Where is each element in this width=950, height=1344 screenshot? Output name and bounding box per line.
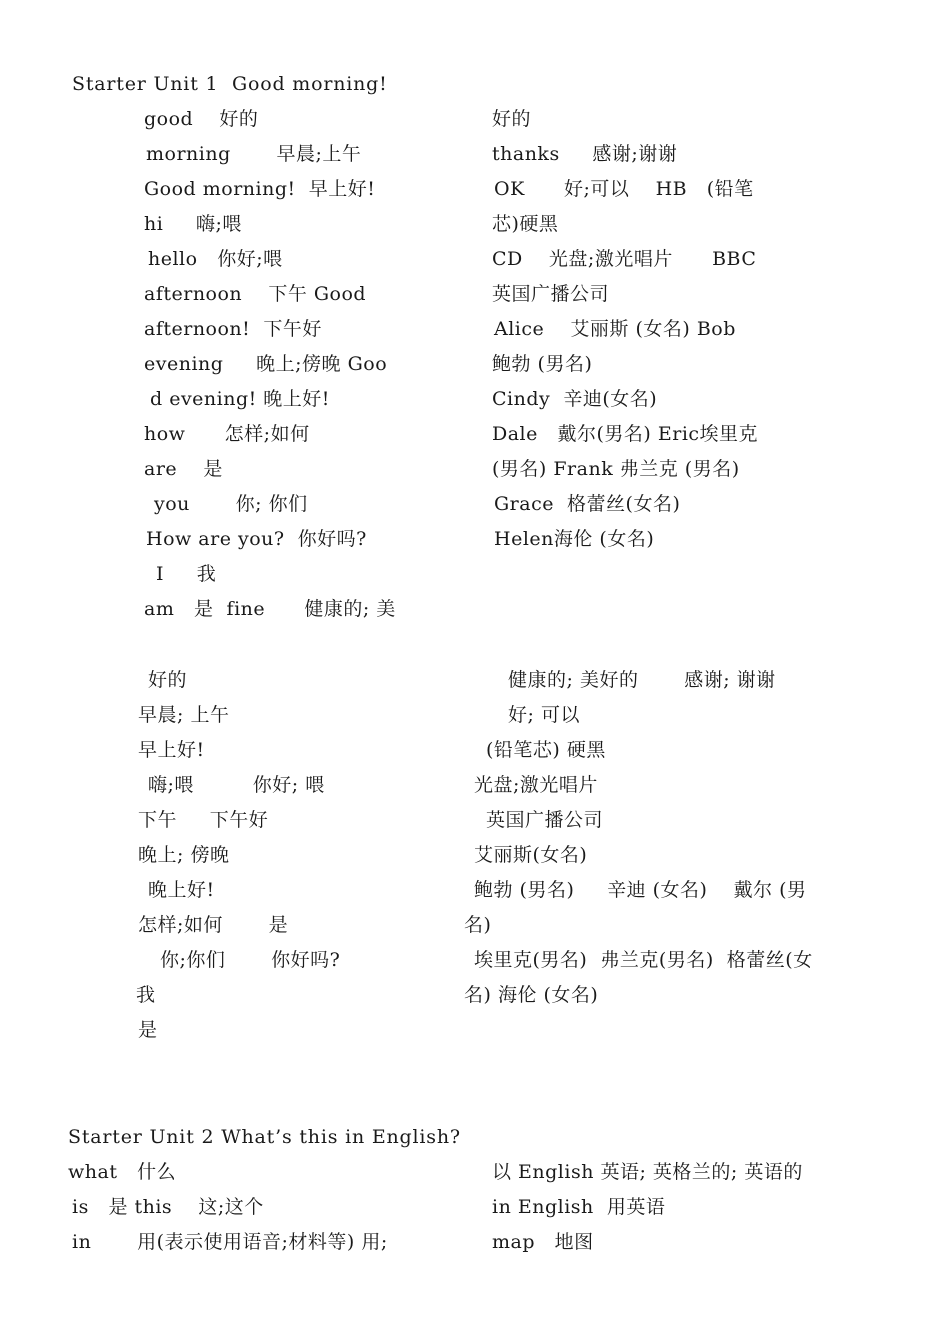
vocab-line: good 好的 [144, 108, 259, 130]
review-line: (铅笔芯) 硬黑 [486, 739, 606, 761]
review-line: 你;你们 你好吗? [160, 949, 341, 971]
vocab-line: Cindy 辛迪(女名) [492, 388, 658, 410]
review-line: 我 [136, 984, 156, 1006]
review-line: 晚上好! [148, 879, 215, 901]
review-line: 下午 下午好 [138, 809, 269, 831]
review-line: 埃里克(男名) 弗兰克(男名) 格蕾丝(女 [474, 949, 813, 971]
vocab-line: hi 嗨;喂 [144, 213, 242, 235]
review-line: 名) [464, 914, 492, 936]
review-line: 好; 可以 [508, 704, 580, 726]
vocab-line: OK 好;可以 HB (铅笔 [494, 178, 754, 200]
review-line: 是 [138, 1019, 158, 1041]
review-line: 健康的; 美好的 感谢; 谢谢 [508, 669, 776, 691]
vocab-line: morning 早晨;上午 [146, 143, 362, 165]
vocab-line: I 我 [156, 563, 217, 585]
vocab-line: 英国广播公司 [492, 283, 610, 305]
vocab-line: 鲍勃 (男名) [492, 353, 593, 375]
review-line: 嗨;喂 你好; 喂 [148, 774, 325, 796]
vocab-line: in 用(表示使用语音;材料等) 用; [72, 1231, 388, 1253]
vocab-line: CD 光盘;激光唱片 BBC [492, 248, 757, 270]
vocab-line: Grace 格蕾丝(女名) [494, 493, 681, 515]
vocab-line: evening 晚上;傍晚 Goo [144, 353, 388, 375]
vocab-line: how 怎样;如何 [144, 423, 310, 445]
vocab-line: d evening! 晚上好! [150, 388, 330, 410]
vocab-line: 好的 [492, 108, 532, 130]
vocab-line: afternoon! 下午好 [144, 318, 322, 340]
review-line: 英国广播公司 [486, 809, 604, 831]
section-title: Starter Unit 2 What’s this in English? [68, 1126, 461, 1148]
review-line: 早晨; 上午 [138, 704, 230, 726]
section-title: Starter Unit 1 Good morning! [72, 73, 388, 95]
vocab-line: thanks 感谢;谢谢 [492, 143, 678, 165]
vocab-line: hello 你好;喂 [148, 248, 283, 270]
vocab-line: (男名) Frank 弗兰克 (男名) [492, 458, 740, 480]
review-line: 名) 海伦 (女名) [464, 984, 599, 1006]
vocab-line: Dale 戴尔(男名) Eric埃里克 [492, 423, 759, 445]
review-line: 艾丽斯(女名) [474, 844, 588, 866]
vocab-line: 以 English 英语; 英格兰的; 英语的 [492, 1161, 803, 1183]
vocab-line: are 是 [144, 458, 223, 480]
vocab-line: what 什么 [68, 1161, 177, 1183]
vocab-line: in English 用英语 [492, 1196, 666, 1218]
review-line: 早上好! [138, 739, 205, 761]
vocab-line: How are you? 你好吗? [146, 528, 367, 550]
vocab-line: Helen海伦 (女名) [494, 528, 655, 550]
review-line: 怎样;如何 是 [138, 914, 289, 936]
vocab-line: afternoon 下午 Good [144, 283, 367, 305]
review-line: 光盘;激光唱片 [474, 774, 598, 796]
vocab-line: am 是 fine 健康的; 美 [144, 598, 396, 620]
review-line: 晚上; 傍晚 [138, 844, 230, 866]
vocab-line: 芯)硬黑 [492, 213, 559, 235]
vocab-line: map 地图 [492, 1231, 594, 1253]
vocab-line: you 你; 你们 [154, 493, 308, 515]
vocab-line: Alice 艾丽斯 (女名) Bob [494, 318, 736, 340]
review-line: 鲍勃 (男名) 辛迪 (女名) 戴尔 (男 [474, 879, 807, 901]
vocab-line: Good morning! 早上好! [144, 178, 376, 200]
vocab-line: is 是 this 这;这个 [72, 1196, 264, 1218]
review-line: 好的 [148, 669, 188, 691]
